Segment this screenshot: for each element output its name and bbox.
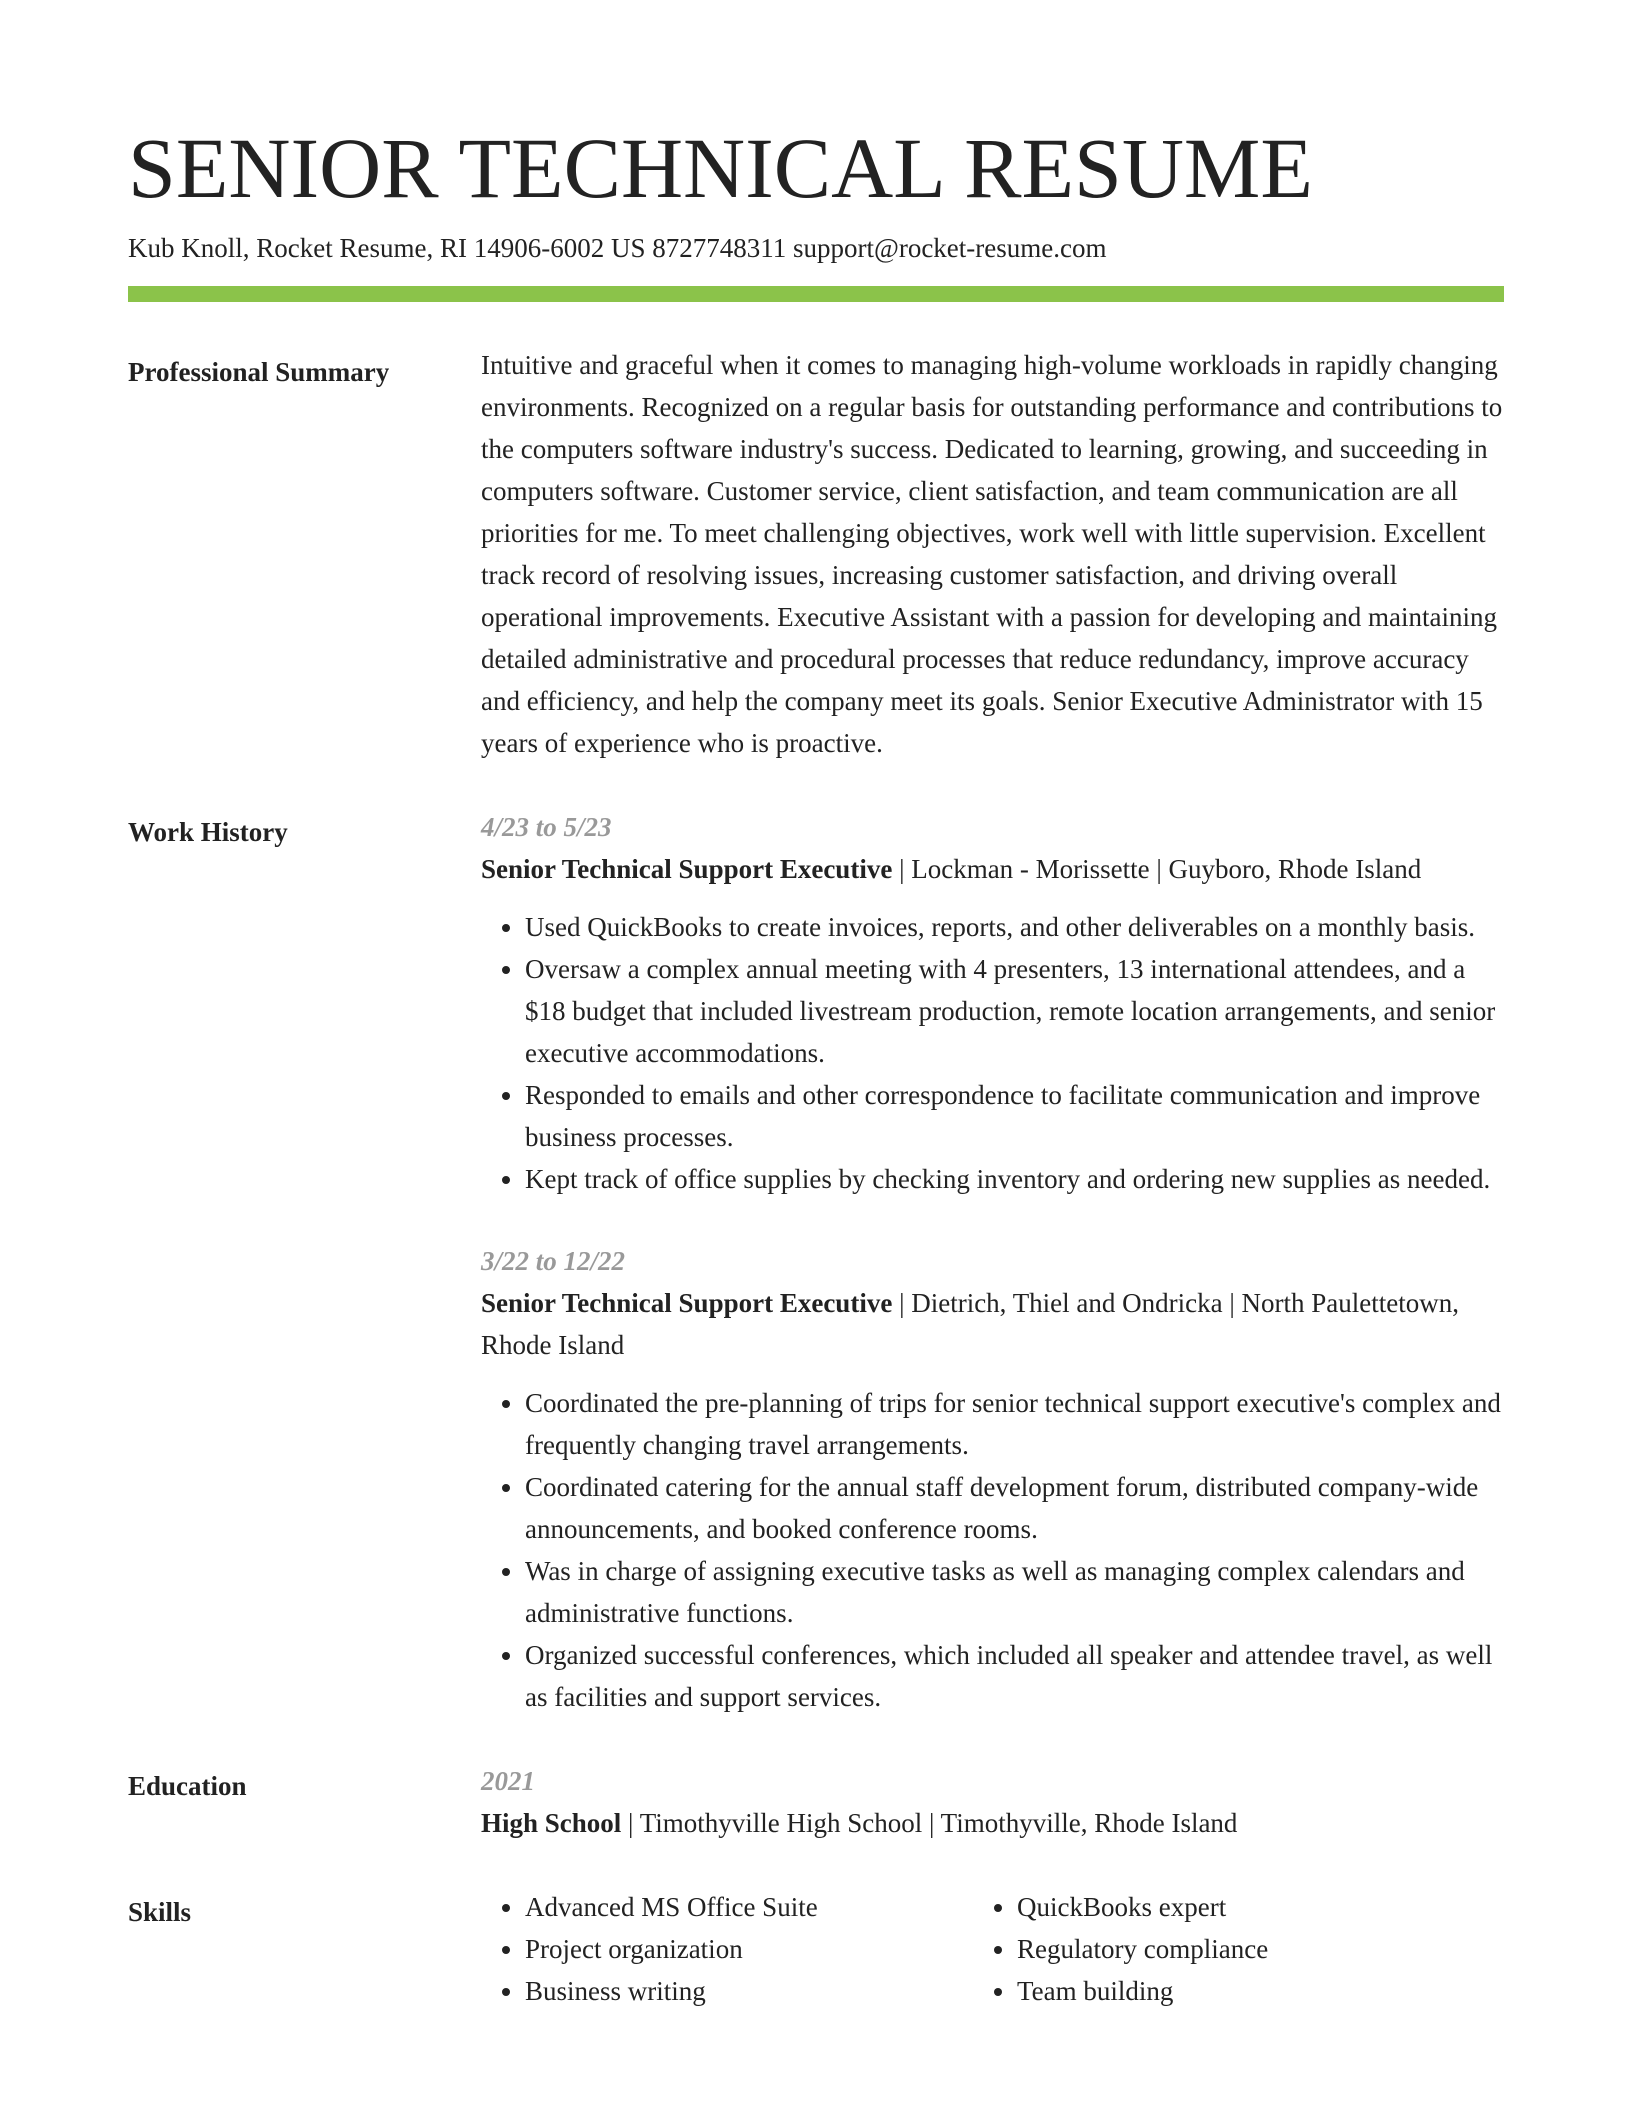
job-details: | Dietrich, Thiel and Ondricka | North Paulettetown, Rhode Island: [481, 1288, 1459, 1360]
job-bullets: [481, 906, 1504, 1200]
education-degree: High School: [481, 1808, 622, 1838]
job-title-line: [481, 848, 1504, 890]
skill-item: • Project organization: [525, 1928, 973, 1970]
section-label-skills: Skills: [128, 1897, 192, 1927]
skill-item: • Business writing: [525, 1970, 973, 2012]
job-dates: 3/22 to 12/22: [481, 1246, 626, 1276]
section-professional-summary: [128, 350, 1504, 764]
job-entry: [481, 1240, 1504, 1718]
job-entry: [481, 806, 1504, 1200]
skills-columns: [481, 1886, 1504, 2012]
job-role: Senior Technical Support Executive: [481, 854, 893, 884]
list-item: • Responded to emails and other correspondence to facilitate communication and improve business processes.: [525, 1074, 1504, 1158]
education-line: [481, 1802, 1504, 1844]
job-title-line: [481, 1282, 1504, 1366]
job-bullets: [481, 1382, 1504, 1718]
skills-list-left: [481, 1886, 973, 2012]
summary-text: Intuitive and graceful when it comes to managing high-volume workloads in rapidly changing environments. Recognized on a regular basis for outstanding performance and contributions to the computers software industry's success. Dedicated to learning, growing, and succeeding in computers software. Customer service, client satisfaction, and team communication are all priorities for me. To meet challenging objectives, work well with little supervision. Excellent track record of resolving issues, increasing customer satisfaction, and driving overall operational improvements. Executive Assistant with a passion for developing and maintaining detailed administrative and procedural processes that reduce redundancy, improve accuracy and efficiency, and help the company meet its goals. Senior Executive Administrator with 15 years of experience who is proactive.: [481, 350, 1503, 758]
list-item: • Organized successful conferences, which included all speaker and attendee travel, as well as facilities and support services.: [525, 1634, 1504, 1718]
skill-item: • Advanced MS Office Suite: [525, 1886, 973, 1928]
section-label-education: Education: [128, 1771, 247, 1801]
education-year: 2021: [481, 1766, 535, 1796]
job-dates: 4/23 to 5/23: [481, 812, 612, 842]
list-item: • Kept track of office supplies by checking inventory and ordering new supplies as needed.: [525, 1158, 1504, 1200]
section-label-work: Work History: [128, 817, 288, 847]
job-details: | Lockman - Morissette | Guyboro, Rhode Island: [892, 854, 1422, 884]
section-label-summary: Professional Summary: [128, 357, 390, 387]
skill-item: • QuickBooks expert: [1017, 1886, 1504, 1928]
list-item: • Coordinated the pre-planning of trips for senior technical support executive's complex and frequently changing travel arrangements.: [525, 1382, 1504, 1466]
list-item: • Oversaw a complex annual meeting with 4 presenters, 13 international attendees, and a $18 budget that included livestream production, remote location arrangements, and senior executive accommodations.: [525, 948, 1504, 1074]
list-item: • Was in charge of assigning executive tasks as well as managing complex calendars and administrative functions.: [525, 1550, 1504, 1634]
education-details: | Timothyville High School | Timothyville, Rhode Island: [621, 1808, 1238, 1838]
accent-divider: [128, 286, 1504, 302]
skill-item: • Team building: [1017, 1970, 1504, 2012]
resume-title: SENIOR TECHNICAL RESUME: [128, 120, 1313, 216]
skills-list-right: [973, 1886, 1504, 2012]
section-work-history: [128, 812, 1504, 1718]
list-item: • Coordinated catering for the annual staff development forum, distributed company-wide announcements, and booked conference rooms.: [525, 1466, 1504, 1550]
contact-line: Kub Knoll, Rocket Resume, RI 14906-6002 US 8727748311 support@rocket-resume.com: [128, 233, 1107, 263]
skill-item: • Regulatory compliance: [1017, 1928, 1504, 1970]
job-role: Senior Technical Support Executive: [481, 1288, 893, 1318]
section-skills: [128, 1892, 1504, 2012]
section-education: [128, 1766, 1504, 1844]
list-item: • Used QuickBooks to create invoices, reports, and other deliverables on a monthly basis.: [525, 906, 1504, 948]
